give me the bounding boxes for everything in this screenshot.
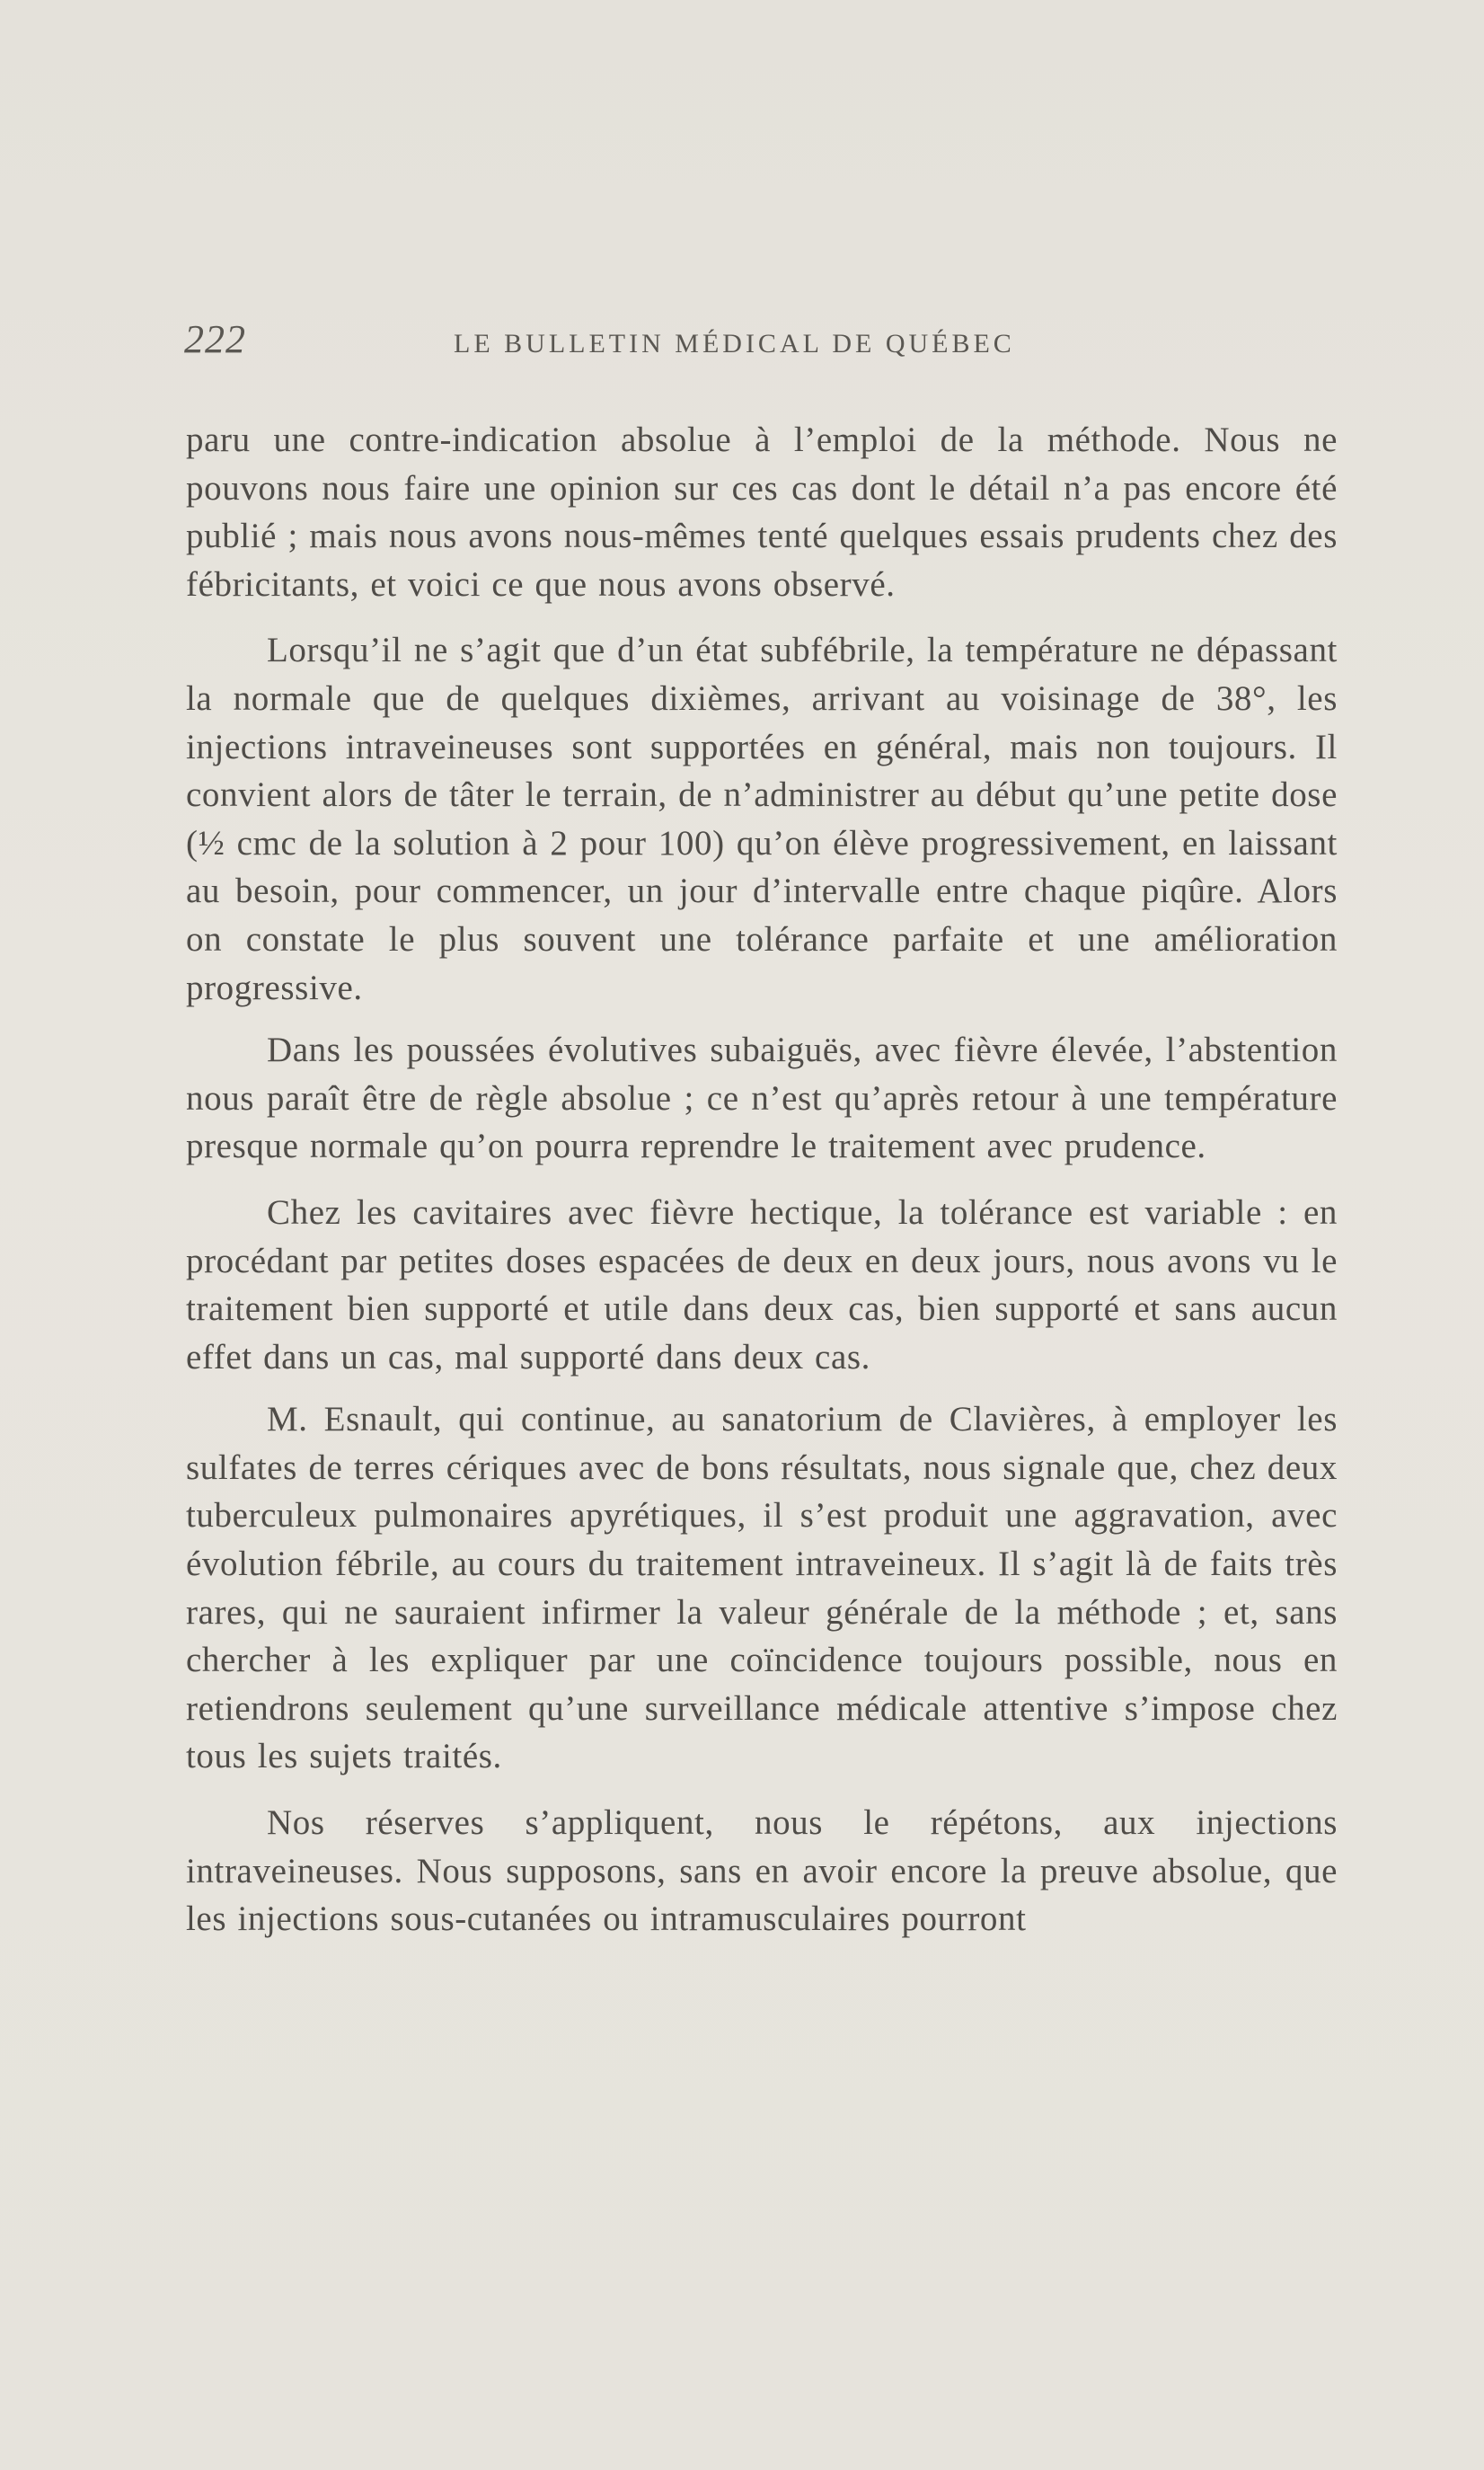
paragraph-continuation: paru une contre-indication absolue à l’emploi de la méthode. Nous ne pouvons nous faire une opinion sur ces cas dont le détail n’a pas encore été publié ; mais nous avons nous-mêmes tenté quelques essais prudents chez des fébricitants, et voici ce que nous avons observé. [186, 421, 1338, 604]
running-header [184, 316, 1343, 370]
paragraph-subacute: Dans les poussées évolutives subaiguës, avec fièvre élevée, l’abstention nous paraît être de règle absolue ; ce n’est qu’après retour à une température presque normale qu’on pourra reprendre le traitement avec prudence. [186, 1031, 1338, 1166]
paragraph-reserves: Nos réserves s’appliquent, nous le répétons, aux injections intraveineuses. Nous supposons, sans en avoir encore la preuve absolue, que les injections sous-cutanées ou intramusculaires pourront [186, 1803, 1338, 1939]
article-body [186, 416, 1338, 1943]
page-number: 222 [184, 317, 246, 361]
paragraph-subfebrile: Lorsqu’il ne s’agit que d’un état subfébrile, la température ne dépassant la normale que de quelques dixièmes, arrivant au voisinage de 38°, les injections intraveineuses sont supportées en général, mais non toujours. Il convient alors de tâter le terrain, de n’administrer au début qu’une petite dose (½ cmc de la solution à 2 pour 100) qu’on élève progressivement, en laissant au besoin, pour commencer, un jour d’intervalle entre chaque piqûre. Alors on constate le plus souvent une tolérance parfaite et une amélioration progressive. [186, 631, 1338, 1007]
paragraph-cavitaires: Chez les cavitaires avec fièvre hectique, la tolérance est variable : en procédant par petites doses espacées de deux en deux jours, nous avons vu le traitement bien supporté et utile dans deux cas, bien supporté et sans aucun effet dans un cas, mal supporté dans deux cas. [186, 1192, 1338, 1377]
paragraph-esnault: M. Esnault, qui continue, au sanatorium de Clavières, à employer les sulfates de terres cériques avec de bons résultats, nous signale que, chez deux tuberculeux pulmonaires apyrétiques, il s’est produit une aggravation, avec évolution fébrile, au cours du traitement intraveineux. Il s’agit là de faits très rares, qui ne sauraient infirmer la valeur générale de la méthode ; et, sans chercher à les expliquer par une coïncidence toujours possible, nous en retiendrons seulement qu’une surveillance médicale attentive s’impose chez tous les sujets traités. [186, 1400, 1338, 1776]
journal-title: LE BULLETIN MÉDICAL DE QUÉBEC [454, 329, 1015, 359]
